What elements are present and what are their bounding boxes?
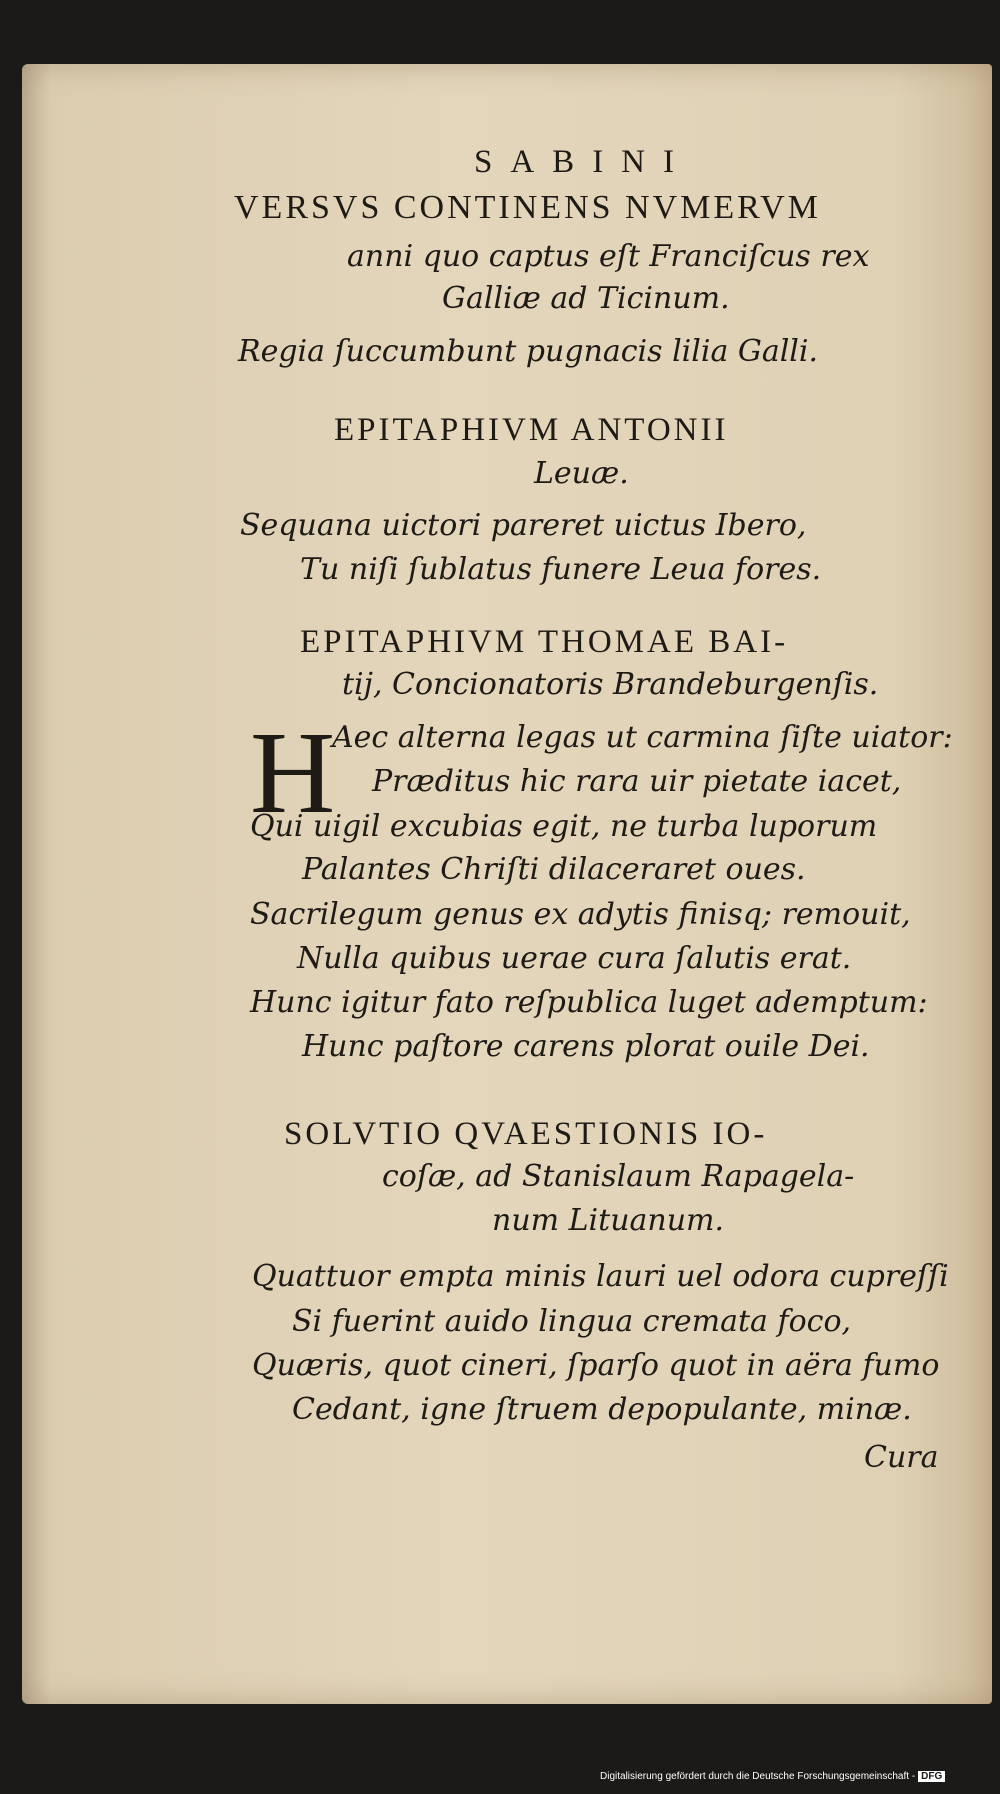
catchword: Cura [864, 1440, 939, 1475]
section-3-verse-4: Palantes Chriſti dilaceraret oues. [302, 852, 806, 887]
section-4-verse-1: Quattuor empta minis lauri uel odora cupreſſi [252, 1259, 949, 1294]
running-head: SABINI [474, 144, 693, 180]
section-4-heading-line-2: coſæ, ad Stanislaum Rapagela- [382, 1159, 855, 1194]
section-3-verse-6: Nulla quibus uerae cura ſalutis erat. [297, 941, 852, 976]
page-text [22, 64, 992, 1704]
section-3-verse-2: Præditus hic rara uir pietate iacet, [372, 764, 902, 799]
digitization-footer [600, 1771, 945, 1782]
section-4-verse-2: Si fuerint auido lingua cremata foco, [292, 1304, 852, 1339]
section-3-verse-1: Aec alterna legas ut carmina ſiſte uiator: [332, 720, 953, 755]
book-page [22, 64, 992, 1704]
section-3-verse-8: Hunc paſtore carens plorat ouile Dei. [302, 1029, 870, 1064]
section-3-heading-line-1: EPITAPHIVM THOMAE BAI- [300, 624, 789, 660]
section-2-verse-1: Sequana uictori pareret uictus Ibero, [240, 508, 807, 543]
section-3-verse-5: Sacrilegum genus ex adytis finisq; remouit, [250, 897, 911, 932]
section-2-verse-2: Tu niſi ſublatus funere Leua fores. [300, 552, 822, 587]
section-3-verse-7: Hunc igitur fato reſpublica luget ademptum: [250, 985, 928, 1020]
drop-capital: H [250, 707, 336, 838]
section-3-verse-3: Qui uigil excubias egit, ne turba luporum [250, 809, 878, 844]
section-4-verse-4: Cedant, igne ſtruem depopulante, minæ. [292, 1392, 912, 1427]
section-1-heading-line-3: Galliæ ad Ticinum. [442, 281, 730, 316]
section-1-heading-line-1: VERSVS CONTINENS NVMERVM [234, 189, 821, 226]
section-4-heading-line-3: num Lituanum. [492, 1203, 725, 1238]
section-2-heading-line-2: Leuæ. [534, 456, 629, 491]
footer-text: Digitalisierung gefördert durch die Deutsche Forschungsgemeinschaft - [600, 1771, 916, 1782]
section-2-heading-line-1: EPITAPHIVM ANTONII [334, 412, 729, 448]
section-3-heading-line-2: tij, Concionatoris Brandeburgenſis. [342, 667, 879, 702]
dfg-logo: DFG [918, 1771, 945, 1782]
section-4-heading-line-1: SOLVTIO QVAESTIONIS IO- [284, 1116, 768, 1152]
section-1-heading-line-2: anni quo captus eſt Franciſcus rex [347, 239, 870, 274]
section-1-verse-1: Regia ſuccumbunt pugnacis lilia Galli. [238, 334, 819, 369]
section-4-verse-3: Quæris, quot cineri, ſparſo quot in aëra fumo [252, 1348, 940, 1383]
